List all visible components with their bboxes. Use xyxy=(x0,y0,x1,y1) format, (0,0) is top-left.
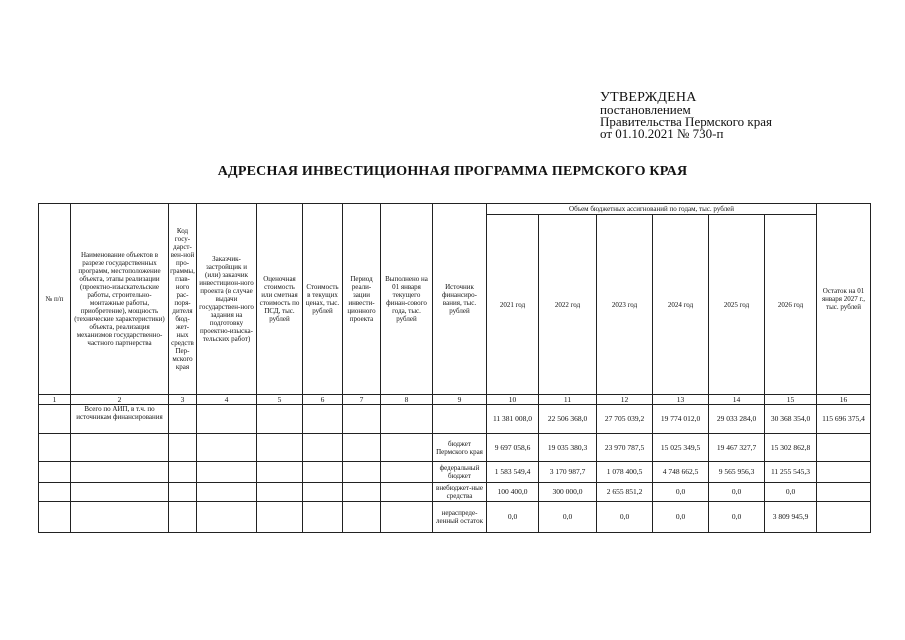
col-header-object-name: Наименование объектов в разрезе государственных программ, местоположение объекта, этапы реализации (проектно-изыскательские работы, строительно-монтажные работы, приобретение), мощность (технические характеристики) объекта, реализация механизмов государственно-частного партнерства xyxy=(71,204,169,395)
source-name: нераспреде-ленный остаток xyxy=(433,502,487,533)
col-header-year: 2024 год xyxy=(653,215,709,395)
source-value: 19 035 380,3 xyxy=(539,434,597,462)
column-number: 6 xyxy=(303,395,343,405)
col-header-year: 2026 год xyxy=(765,215,817,395)
source-value: 11 255 545,3 xyxy=(765,462,817,483)
approval-block xyxy=(600,92,772,140)
source-value xyxy=(817,462,871,483)
column-number: 8 xyxy=(381,395,433,405)
source-value: 15 025 349,5 xyxy=(653,434,709,462)
column-number: 5 xyxy=(257,395,303,405)
col-header-customer: Заказчик-застройщик и (или) заказчик инвестицион-ного проекта (в случае выдачи государствен-ного задания на подготовку проектно-изыска-тельских работ) xyxy=(197,204,257,395)
column-number: 1 xyxy=(39,395,71,405)
column-number: 16 xyxy=(817,395,871,405)
col-header-year: 2025 год xyxy=(709,215,765,395)
source-value: 19 467 327,7 xyxy=(709,434,765,462)
source-value xyxy=(817,434,871,462)
column-number: 14 xyxy=(709,395,765,405)
source-value: 15 302 862,8 xyxy=(765,434,817,462)
column-number: 7 xyxy=(343,395,381,405)
total-value: 27 705 039,2 xyxy=(597,405,653,434)
approval-line-4: от 01.10.2021 № 730-п xyxy=(600,126,724,141)
source-value xyxy=(817,483,871,502)
col-header-program-code: Код госу-дарст-вен-ной про-граммы, глав-ного рас-поря-дителя бюд-жет-ных средств Пер-мского края xyxy=(169,204,197,395)
col-header-year: 2021 год xyxy=(487,215,539,395)
document-title: АДРЕСНАЯ ИНВЕСТИЦИОННАЯ ПРОГРАММА ПЕРМСКОГО КРАЯ xyxy=(217,164,688,179)
col-header-year: 2023 год xyxy=(597,215,653,395)
col-header-funding-source: Источник финансиро-вания, тыс. рублей xyxy=(433,204,487,395)
col-header-current-cost: Стоимость в текущих ценах, тыс. рублей xyxy=(303,204,343,395)
column-number: 9 xyxy=(433,395,487,405)
column-number: 4 xyxy=(197,395,257,405)
column-numbers-row xyxy=(39,395,871,405)
approval-line-2: постановлением xyxy=(600,102,691,117)
col-header-number: № п/п xyxy=(39,204,71,395)
total-value: 22 506 368,0 xyxy=(539,405,597,434)
total-value: 29 033 284,0 xyxy=(709,405,765,434)
source-value: 3 809 945,9 xyxy=(765,502,817,533)
total-label: Всего по АИП, в т.ч. по источникам финансирования xyxy=(71,405,169,434)
col-header-group-budget: Объем бюджетных ассигнований по годам, тыс. рублей xyxy=(487,204,817,215)
source-value: 1 583 549,4 xyxy=(487,462,539,483)
column-number: 10 xyxy=(487,395,539,405)
col-header-estimated-cost: Оценочная стоимость или сметная стоимость по ПСД, тыс. рублей xyxy=(257,204,303,395)
source-value: 9 565 956,3 xyxy=(709,462,765,483)
header-row-1 xyxy=(39,204,871,215)
investment-table xyxy=(38,203,871,533)
source-value: 0,0 xyxy=(709,502,765,533)
col-header-period: Период реали-зации инвести-ционного проекта xyxy=(343,204,381,395)
source-value: 0,0 xyxy=(653,483,709,502)
col-header-completed: Выполнено на 01 января текущего финан-сового года, тыс. рублей xyxy=(381,204,433,395)
source-name: бюджет Пермского края xyxy=(433,434,487,462)
source-row xyxy=(39,462,871,483)
source-value: 0,0 xyxy=(653,502,709,533)
column-number: 13 xyxy=(653,395,709,405)
source-row xyxy=(39,502,871,533)
column-number: 11 xyxy=(539,395,597,405)
source-value: 0,0 xyxy=(765,483,817,502)
total-value: 19 774 012,0 xyxy=(653,405,709,434)
total-row xyxy=(39,405,871,434)
source-value: 9 697 058,6 xyxy=(487,434,539,462)
source-value xyxy=(817,502,871,533)
source-value: 2 655 851,2 xyxy=(597,483,653,502)
total-value: 11 381 008,0 xyxy=(487,405,539,434)
source-value: 0,0 xyxy=(539,502,597,533)
column-number: 3 xyxy=(169,395,197,405)
col-header-remainder: Остаток на 01 января 2027 г., тыс. рублей xyxy=(817,204,871,395)
source-value: 100 400,0 xyxy=(487,483,539,502)
col-header-year: 2022 год xyxy=(539,215,597,395)
approval-title: УТВЕРЖДЕНА xyxy=(600,90,697,105)
total-value: 30 368 354,0 xyxy=(765,405,817,434)
column-number: 2 xyxy=(71,395,169,405)
source-row xyxy=(39,483,871,502)
source-value: 0,0 xyxy=(709,483,765,502)
column-number: 15 xyxy=(765,395,817,405)
source-name: внебюджет-ные средства xyxy=(433,483,487,502)
source-value: 0,0 xyxy=(597,502,653,533)
source-value: 4 748 662,5 xyxy=(653,462,709,483)
approval-line-3: Правительства Пермского края xyxy=(600,114,772,129)
source-row xyxy=(39,434,871,462)
source-value: 300 000,0 xyxy=(539,483,597,502)
source-name: федеральный бюджет xyxy=(433,462,487,483)
source-value: 1 078 400,5 xyxy=(597,462,653,483)
column-number: 12 xyxy=(597,395,653,405)
total-value: 115 696 375,4 xyxy=(817,405,871,434)
source-value: 0,0 xyxy=(487,502,539,533)
source-value: 3 170 987,7 xyxy=(539,462,597,483)
source-value: 23 970 787,5 xyxy=(597,434,653,462)
